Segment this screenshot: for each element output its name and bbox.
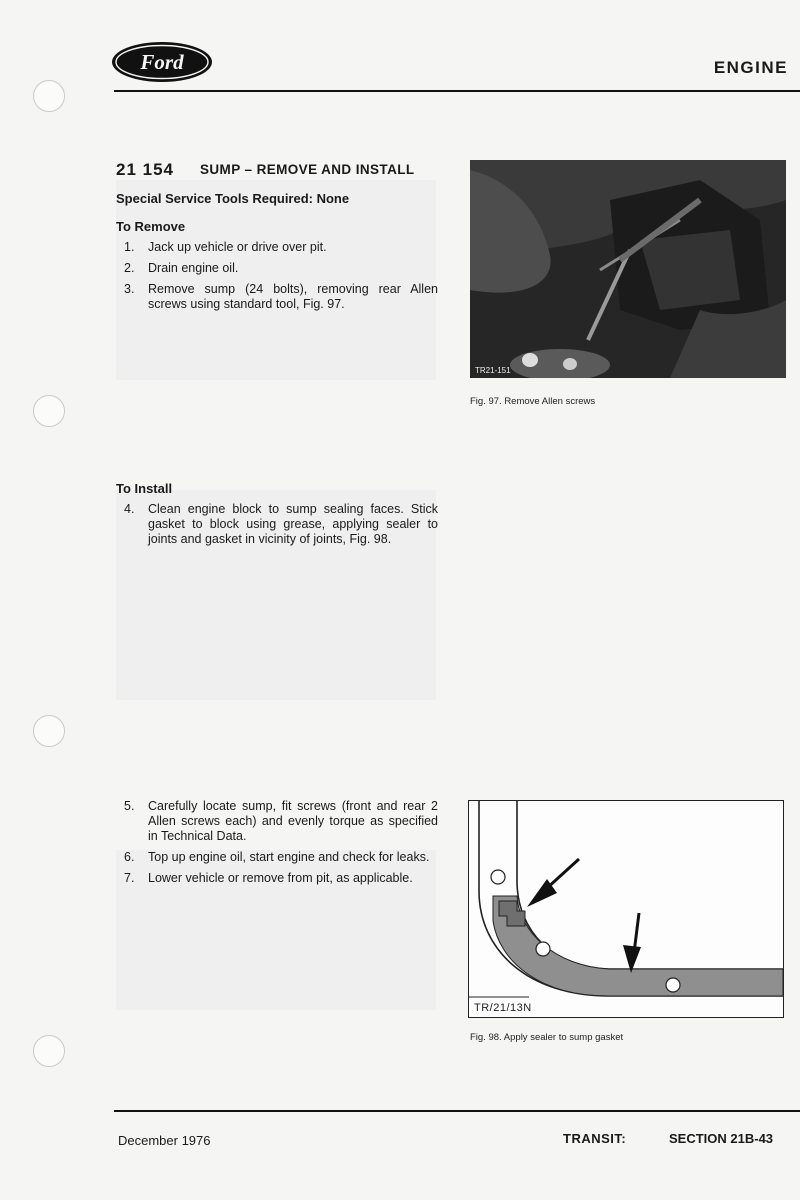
- page-header-title: ENGINE: [713, 58, 788, 77]
- step-number: 1.: [124, 240, 135, 254]
- remove-steps: [116, 240, 438, 318]
- footer-section: SECTION 21B-43: [669, 1131, 774, 1146]
- install-heading: To Install: [116, 481, 173, 496]
- step-item: [116, 282, 438, 312]
- fig-98-caption: Fig. 98. Apply sealer to sump gasket: [470, 1032, 624, 1043]
- binder-hole-1: [33, 80, 65, 112]
- step-text: Lower vehicle or remove from pit, as applicable.: [148, 871, 413, 885]
- fig-97-photo: [470, 160, 786, 378]
- step-number: 3.: [124, 282, 135, 296]
- binder-hole-2: [33, 395, 65, 427]
- footer-date: December 1976: [118, 1133, 211, 1148]
- remove-heading: To Remove: [116, 219, 186, 234]
- install-steps-part-2: [116, 799, 438, 892]
- step-text: Carefully locate sump, fit screws (front and rear 2 Allen screws each) and evenly torque as specified in Technical Data.: [148, 799, 438, 843]
- ford-logo: [110, 40, 214, 84]
- step-item: [116, 261, 438, 276]
- fig-97-tag: TR21-151: [475, 366, 511, 375]
- fig-98-diagram: [468, 800, 784, 1018]
- ford-logo-text: Ford: [140, 50, 184, 74]
- step-item: [116, 799, 438, 844]
- step-item: [116, 240, 438, 255]
- binder-hole-3: [33, 715, 65, 747]
- step-text: Drain engine oil.: [148, 261, 239, 275]
- header-rule: [114, 90, 800, 92]
- binder-hole-4: [33, 1035, 65, 1067]
- step-item: [116, 871, 438, 886]
- step-text: Top up engine oil, start engine and check for leaks.: [148, 850, 430, 864]
- step-number: 5.: [124, 799, 135, 813]
- fig-98-tag: TR/21/13N: [474, 1002, 532, 1014]
- fig-97-caption: Fig. 97. Remove Allen screws: [470, 396, 596, 407]
- step-number: 6.: [124, 850, 135, 864]
- step-number: 4.: [124, 502, 135, 516]
- step-number: 2.: [124, 261, 135, 275]
- step-text: Jack up vehicle or drive over pit.: [148, 240, 327, 254]
- section-number: 21 154: [116, 160, 174, 179]
- special-tools-line: Special Service Tools Required: None: [116, 191, 350, 206]
- step-item: [116, 850, 438, 865]
- section-title: SUMP – REMOVE AND INSTALL: [200, 162, 415, 177]
- footer-rule: [114, 1110, 800, 1112]
- footer-model: TRANSIT:: [563, 1131, 627, 1146]
- step-number: 7.: [124, 871, 135, 885]
- step-item: [116, 502, 438, 547]
- step-text: Remove sump (24 bolts), removing rear Allen screws using standard tool, Fig. 97.: [148, 282, 438, 311]
- step-text: Clean engine block to sump sealing faces. Stick gasket to block using grease, applying sealer to joints and gasket in vicinity of joints, Fig. 98.: [148, 502, 438, 546]
- install-steps-part-1: [116, 502, 438, 553]
